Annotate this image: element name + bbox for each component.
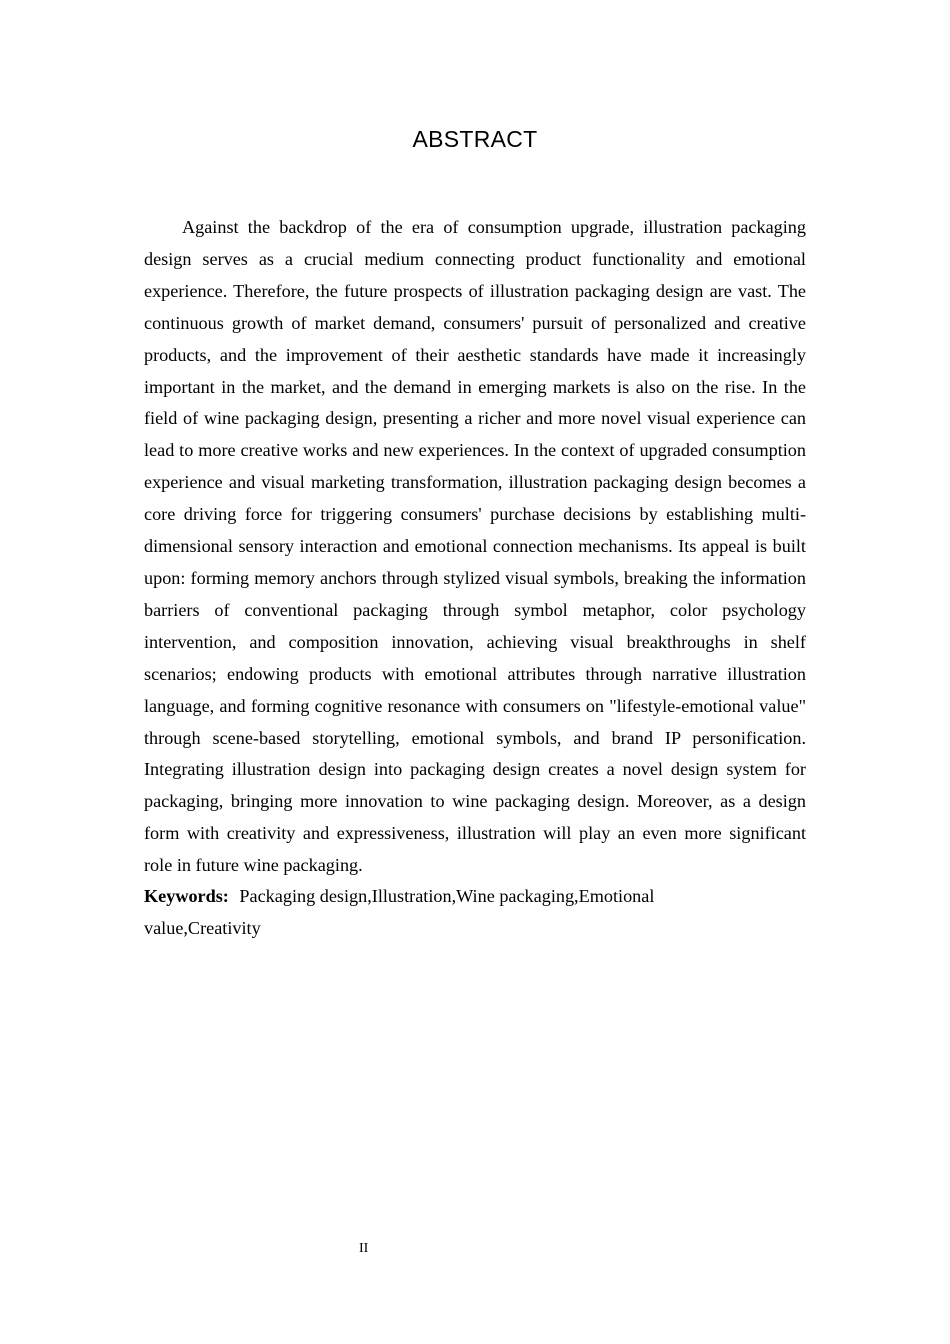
abstract-paragraph: Against the backdrop of the era of consumption upgrade, illustration packaging design serves as a crucial medium connecting product functionality and emotional experience. Therefore, the future prospects of illustration packaging design are vast. The continuous growth of market demand, consumers' pursuit of personalized and creative products, and the improvement of their aesthetic standards have made it increasingly important in the market, and the demand in emerging markets is also on the rise. In the field of wine packaging design, presenting a richer and more novel visual experience can lead to more creative works and new experiences. In the context of upgraded consumption experience and visual marketing transformation, illustration packaging design becomes a core driving force for triggering consumers' purchase decisions by establishing multi-dimensional sensory interaction and emotional connection mechanisms. Its appeal is built upon: forming memory anchors through stylized visual symbols, breaking the information barriers of conventional packaging through symbol metaphor, color psychology intervention, and composition innovation, achieving visual breakthroughs in shelf scenarios; endowing products with emotional attributes through narrative illustration language, and forming cognitive resonance with consumers on "lifestyle-emotional value" through scene-based storytelling, emotional symbols, and brand IP personification. Integrating illustration design into packaging design creates a novel design system for packaging, bringing more innovation to wine packaging design. Moreover, as a design form with creativity and expressiveness, illustration will play an even more significant role in future wine packaging. [144, 217, 806, 876]
keywords-label: Keywords: [144, 886, 229, 906]
page-title: ABSTRACT [412, 126, 538, 152]
keywords-value: Packaging design,Illustration,Wine packaging,Emotional value,Creativity [144, 886, 655, 938]
keywords-line [144, 881, 704, 945]
page-number: II [359, 1241, 369, 1256]
